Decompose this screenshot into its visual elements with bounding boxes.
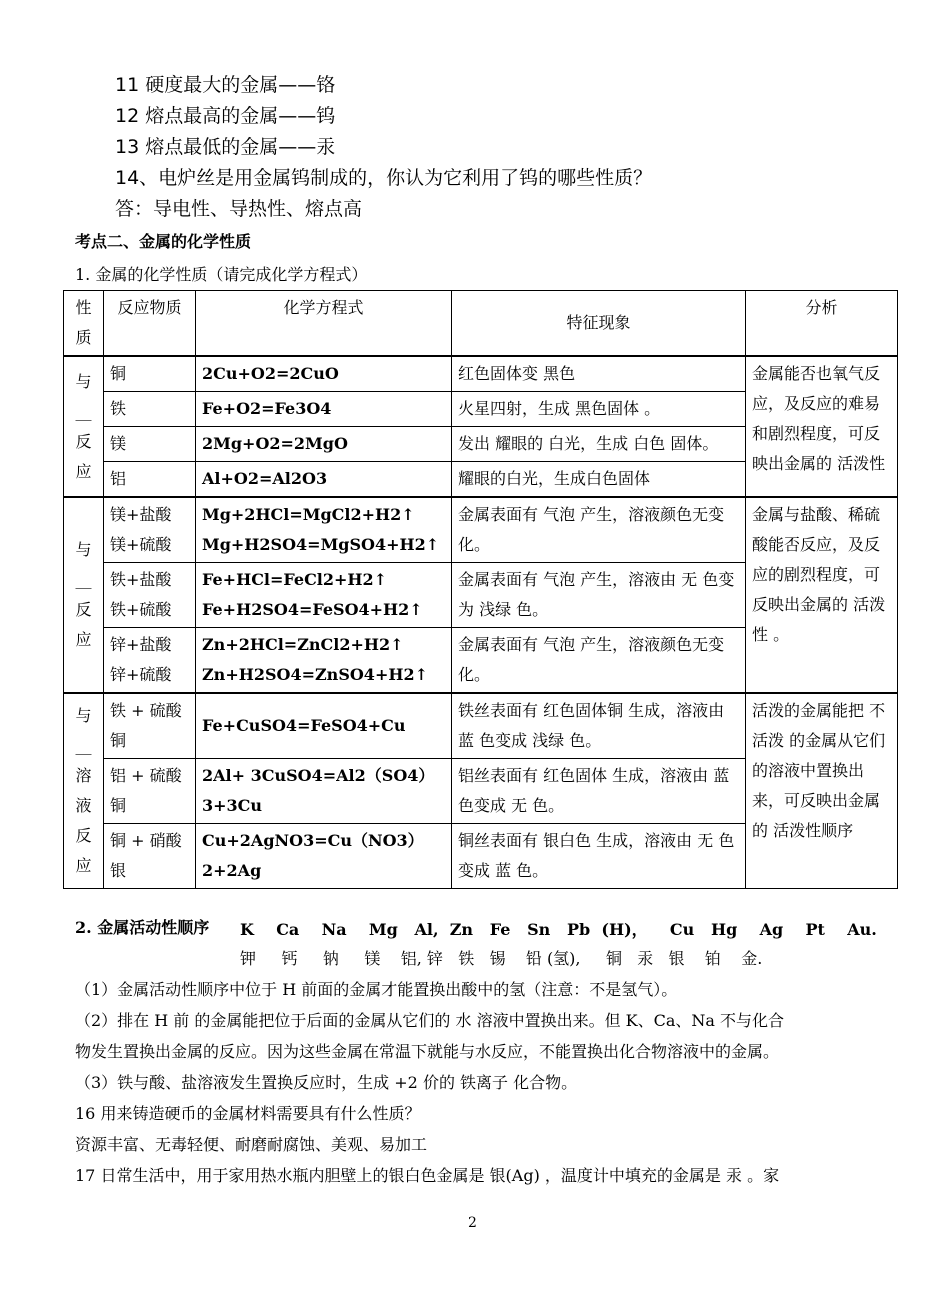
equation-cell: Cu+2AgNO3=Cu（NO3）2+2Ag	[196, 824, 452, 889]
equation-cell: Fe+HCl=FeCl2+H2↑ Fe+H2SO4=FeSO4+H2↑	[196, 563, 452, 628]
reactant-cell: 铝	[104, 462, 196, 498]
activity-names	[240, 946, 762, 969]
phenomenon-cell: 发出 耀眼的 白光，生成 白色 固体。	[452, 427, 746, 462]
equation-cell: 2Cu+O2=2CuO	[196, 356, 452, 392]
phenomenon-cell: 金属表面有 气泡 产生，溶液由 无 色变为 浅绿 色。	[452, 563, 746, 628]
header-phenomenon: 特征现象	[452, 291, 746, 357]
reactant-cell: 铜 + 硝酸银	[104, 824, 196, 889]
symbol: Pb	[567, 920, 591, 939]
activity-symbols	[240, 917, 877, 940]
analysis-oxygen: 金属能否也氧气反应，及反应的难易和剧烈程度，可反映出金属的 活泼性	[746, 356, 898, 497]
symbol: Pt	[805, 920, 825, 939]
symbol: Hg	[711, 920, 738, 939]
question-16: 16 用来铸造硬币的金属材料需要具有什么性质？	[75, 1104, 421, 1123]
name: 铂	[704, 949, 721, 968]
phenomenon-cell: 铁丝表面有 红色固体铜 生成，溶液由 蓝 色变成 浅绿 色。	[452, 693, 746, 759]
section-title: 考点二、金属的化学性质	[75, 232, 252, 251]
name: 铜	[605, 949, 622, 968]
phenomenon-cell: 铜丝表面有 银白色 生成，溶液由 无 色变成 蓝 色。	[452, 824, 746, 889]
page-number: 2	[468, 1215, 477, 1231]
table-title: 1. 金属的化学性质（请完成化学方程式）	[75, 265, 368, 284]
symbol: Au.	[847, 920, 877, 939]
reactant-cell: 铜	[104, 356, 196, 392]
reactant-cell: 铁+盐酸 铁+硫酸	[104, 563, 196, 628]
symbol: Ag	[759, 920, 784, 939]
symbol: (H)，	[601, 920, 648, 939]
reactant-cell: 镁	[104, 427, 196, 462]
group-acid: 与__反应	[64, 497, 104, 693]
header-analysis: 分析	[746, 291, 898, 357]
name: 汞	[637, 949, 654, 968]
question-17: 17 日常生活中，用于家用热水瓶内胆壁上的银白色金属是 银(Ag) ，温度计中填充的金属是 汞 。家	[75, 1166, 780, 1185]
phenomenon-cell: 火星四射，生成 黑色固体 。	[452, 392, 746, 427]
name: 钾	[240, 949, 257, 968]
line-12: 12 熔点最高的金属——钨	[115, 105, 336, 127]
phenomenon-cell: 金属表面有 气泡 产生，溶液颜色无变化。	[452, 628, 746, 694]
name: 钠	[322, 949, 339, 968]
name: 金.	[741, 949, 763, 968]
symbol: Al,	[414, 920, 439, 939]
analysis-salt: 活泼的金属能把 不活泼 的金属从它们的溶液中置换出来，可反映出金属的 活泼性顺序	[746, 693, 898, 889]
equation-cell: Fe+O2=Fe3O4	[196, 392, 452, 427]
reactant-cell: 铁 + 硫酸铜	[104, 693, 196, 759]
line-14: 14、电炉丝是用金属钨制成的，你认为它利用了钨的哪些性质？	[115, 167, 653, 189]
name: 铁	[458, 949, 475, 968]
name: 钙	[281, 949, 298, 968]
group-oxygen: 与__反应	[64, 356, 104, 497]
line-13: 13 熔点最低的金属——汞	[115, 136, 336, 158]
analysis-acid: 金属与盐酸、稀硫酸能否反应，及反应的剧烈程度，可反映出金属的 活泼性 。	[746, 497, 898, 693]
symbol: Fe	[489, 920, 511, 939]
note-2: （2）排在 H 前 的金属能把位于后面的金属从它们的 水 溶液中置换出来。但 K、Ca、Na 不与化合	[75, 1011, 785, 1030]
activity-label: 2. 金属活动性顺序	[75, 918, 210, 937]
symbol: Ca	[276, 920, 300, 939]
answer-16: 资源丰富、无毒轻便、耐磨耐腐蚀、美观、易加工	[75, 1135, 428, 1154]
reactant-cell: 铝 + 硫酸铜	[104, 759, 196, 824]
chemical-properties-table	[63, 290, 898, 889]
equation-cell: 2Al+ 3CuSO4=Al2（SO4）3+3Cu	[196, 759, 452, 824]
phenomenon-cell: 金属表面有 气泡 产生，溶液颜色无变化。	[452, 497, 746, 563]
reactant-cell: 铁	[104, 392, 196, 427]
answer-14: 答：导电性、导热性、熔点高	[115, 198, 363, 220]
symbol: Mg	[368, 920, 398, 939]
equation-cell: Fe+CuSO4=FeSO4+Cu	[196, 693, 452, 759]
reactant-cell: 镁+盐酸 镁+硫酸	[104, 497, 196, 563]
symbol: Sn	[527, 920, 551, 939]
phenomenon-cell: 红色固体变 黑色	[452, 356, 746, 392]
name: 铅	[525, 949, 542, 968]
symbol: Na	[321, 920, 347, 939]
header-equation: 化学方程式	[196, 291, 452, 357]
header-reactant: 反应物质	[104, 291, 196, 357]
symbol: K	[240, 920, 254, 939]
equation-cell: 2Mg+O2=2MgO	[196, 427, 452, 462]
phenomenon-cell: 耀眼的白光，生成白色固体	[452, 462, 746, 498]
header-property: 性质	[64, 291, 104, 357]
equation-cell: Zn+2HCl=ZnCl2+H2↑ Zn+H2SO4=ZnSO4+H2↑	[196, 628, 452, 694]
name: 铝,	[400, 949, 422, 968]
reactant-cell: 锌+盐酸 锌+硫酸	[104, 628, 196, 694]
name: 锡	[489, 949, 506, 968]
line-11: 11 硬度最大的金属——铬	[115, 74, 336, 96]
note-3: （3）铁与酸、盐溶液发生置换反应时，生成 +2 价的 铁离子 化合物。	[75, 1073, 578, 1092]
name: 锌	[426, 949, 443, 968]
note-1: （1）金属活动性顺序中位于 H 前面的金属才能置换出酸中的氢（注意：不是氢气）。	[75, 980, 678, 999]
name: 镁	[364, 949, 381, 968]
group-salt: 与__溶液反应	[64, 693, 104, 889]
note-2-cont: 物发生置换出金属的反应。因为这些金属在常温下就能与水反应，不能置换出化合物溶液中的金属。	[75, 1042, 780, 1061]
phenomenon-cell: 铝丝表面有 红色固体 生成，溶液由 蓝 色变成 无 色。	[452, 759, 746, 824]
equation-cell: Al+O2=Al2O3	[196, 462, 452, 498]
equation-cell: Mg+2HCl=MgCl2+H2↑ Mg+H2SO4=MgSO4+H2↑	[196, 497, 452, 563]
name: 银	[668, 949, 685, 968]
symbol: Zn	[449, 920, 473, 939]
symbol: Cu	[669, 920, 695, 939]
name: (氢),	[546, 949, 581, 968]
